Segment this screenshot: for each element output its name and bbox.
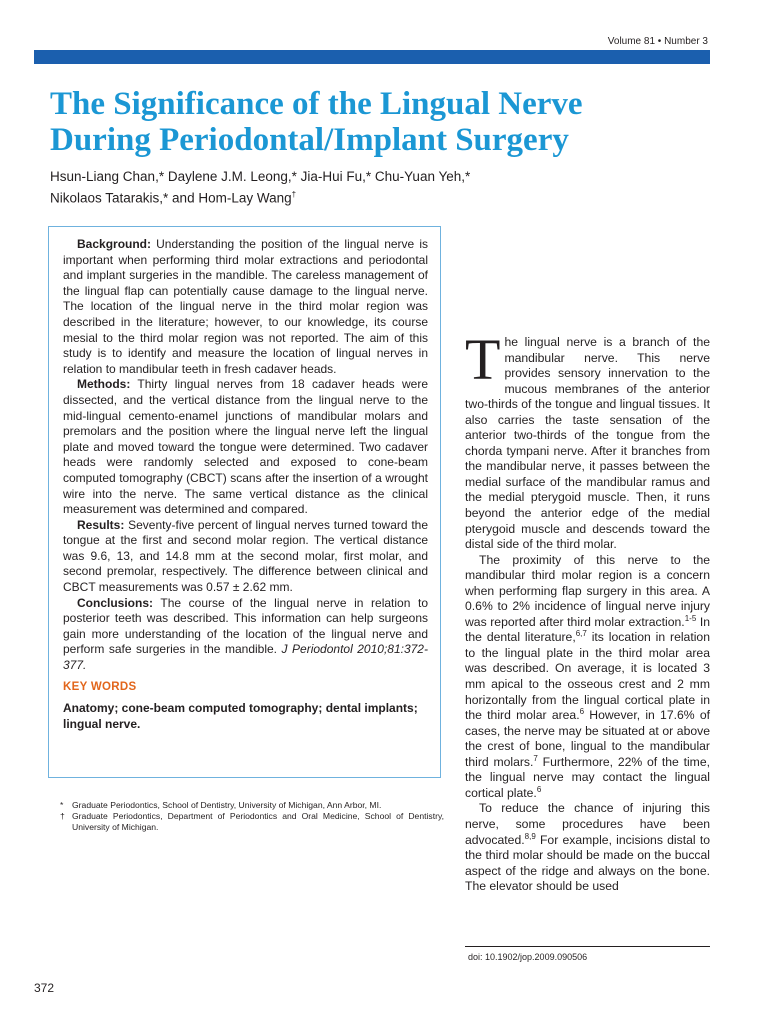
conclusions-text: The course of the lingual nerve in relation to posterior teeth was described. This information can help surgeons gain more understanding of the location of the lingual nerve and perform safe surgeries in the mandible. <box>63 595 428 657</box>
footnote-1-text: Graduate Periodontics, School of Dentistry, University of Michigan, Ann Arbor, MI. <box>72 800 382 810</box>
body-p2-seg-e: Furthermore, 22% of the time, the lingual nerve may contact the lingual cortical plate. <box>465 754 710 800</box>
results-text: Seventy-five percent of lingual nerves turned toward the tongue at the first and second molar region. The vertical distance was 9.6, 13, and 14.8 mm at the second molar, first molar, and second premolar, respectively. The difference between clinical and CBCT measurements was 0.57 ± 2.62 mm. <box>63 517 428 595</box>
body-p2-seg-a: The proximity of this nerve to the mandibular third molar region is a concern when performing flap surgery in this area. A 0.6% to 2% incidence of lingual nerve injury was reported after third molar extraction. <box>465 552 710 629</box>
footnote-1-mark: * <box>60 800 64 810</box>
abstract-results <box>63 518 428 596</box>
abstract-conclusions <box>63 596 428 674</box>
reference-superscript: 8,9 <box>524 831 536 841</box>
reference-superscript: 7 <box>533 753 538 763</box>
abstract-box <box>48 226 441 778</box>
author-line-2 <box>50 186 710 208</box>
article-title <box>50 86 710 158</box>
article-title-line-1: The Significance of the Lingual Nerve <box>50 86 583 122</box>
doi-text: doi: 10.1902/jop.2009.090506 <box>468 952 588 962</box>
author-line-2-text: Nikolaos Tatarakis,* and Hom-Lay Wang <box>50 190 292 206</box>
abstract-background <box>63 237 428 377</box>
footnote-2-text: Graduate Periodontics, Department of Periodontics and Oral Medicine, School of Dentistry, University of Michigan. <box>72 811 444 833</box>
author-affiliation-mark: † <box>291 190 297 199</box>
keywords-heading: KEY WORDS <box>63 680 137 693</box>
author-list <box>50 168 710 208</box>
body-paragraph-2 <box>465 553 710 802</box>
reference-superscript: 6 <box>579 707 585 717</box>
body-p3-seg-a: To reduce the chance of injuring this nerve, some procedures have been advocated. <box>465 801 710 847</box>
reference-superscript: 1-5 <box>684 613 697 623</box>
drop-cap: T <box>465 327 501 392</box>
methods-text: Thirty lingual nerves from 18 cadaver heads were dissected, and the vertical distance from the lingual nerve to the mid-lingual cemento-enamel junctions of mandibular molars and premolars and the position where the lingual nerve left the lingual plate and moved toward the tongue were determined. Two cadaver heads were randomly selected and exposed to cone-beam computed tomography (CBCT) scans after the insertion of a wrought wire into the nerve. The same vertical distance as the clinical measurement was determined and compared. <box>63 377 428 517</box>
body-p2-seg-c: its location in relation to the lingual plate in the third molar area was described. On average, it is located 3 mm apical to the osseous crest and 2 mm horizontally from the lingual cortical plate in the third molar area. <box>465 630 710 723</box>
background-label: Background: <box>77 237 152 251</box>
body-paragraph-1-text: he lingual nerve is a branch of the mandibular nerve. This nerve provides sensory innervation to the mucous membranes of the anterior two-thirds of the tongue and lingual tissues. It also carries the taste sensation of the anterior two-thirds of the tongue from the chorda tympani nerve. After it branches from the mandibular nerve, it passes between the medial surface of the mandibular ramus and the medial pterygoid muscle. Then, it runs beyond the anterior edge of the medial pterygoid muscle and descends toward the distal side of the third molar. <box>465 335 710 552</box>
author-line-1: Hsun-Liang Chan,* Daylene J.M. Leong,* Jia-Hui Fu,* Chu-Yuan Yeh,* <box>50 169 471 184</box>
keywords-list: Anatomy; cone-beam computed tomography; dental implants; lingual nerve. <box>63 701 418 731</box>
body-p3-seg-b: For example, incisions distal to the third molar should be made on the buccal aspect of the ridge and always on the bone. The elevator should be used <box>465 832 710 894</box>
body-text-column <box>465 327 710 895</box>
footnote-2 <box>60 811 444 833</box>
article-title-line-2: During Periodontal/Implant Surgery <box>50 122 569 158</box>
conclusions-label: Conclusions: <box>77 595 154 610</box>
page-number: 372 <box>34 981 55 995</box>
journal-volume-header: Volume 81 • Number 3 <box>607 36 708 47</box>
footnote-1 <box>60 800 444 811</box>
reference-superscript: 6 <box>536 784 542 794</box>
doi-divider <box>465 946 710 947</box>
footnote-2-mark: † <box>60 811 65 822</box>
methods-label: Methods: <box>77 377 131 392</box>
journal-citation: J Periodontol 2010;81:372-377. <box>63 642 428 673</box>
body-paragraph-3 <box>465 801 710 894</box>
header-accent-bar <box>34 50 710 64</box>
results-label: Results: <box>77 517 125 532</box>
body-paragraph-1 <box>465 327 710 553</box>
body-p2-seg-d: However, in 17.6% of cases, the nerve may be situated at or above the crest of bone, lingual to the mandibular third molars. <box>465 708 710 769</box>
affiliation-footnotes <box>60 800 444 834</box>
abstract-methods <box>63 377 428 517</box>
background-text: Understanding the position of the lingual nerve is important when performing third molar extractions and periodontal and implant surgeries in the mandible. The careless management of the lingual flap can potentially cause damage to the lingual nerve. The location of the lingual nerve in the third molar region was described in the literature; however, to our knowledge, its course mesial to the third molar region was not reported. The aim of this study is to identify and measure the location of lingual nerves in relation to mandibular teeth in fresh cadaver heads. <box>63 237 428 376</box>
reference-superscript: 6,7 <box>575 629 587 639</box>
body-p2-seg-b: In the dental literature, <box>465 614 710 645</box>
